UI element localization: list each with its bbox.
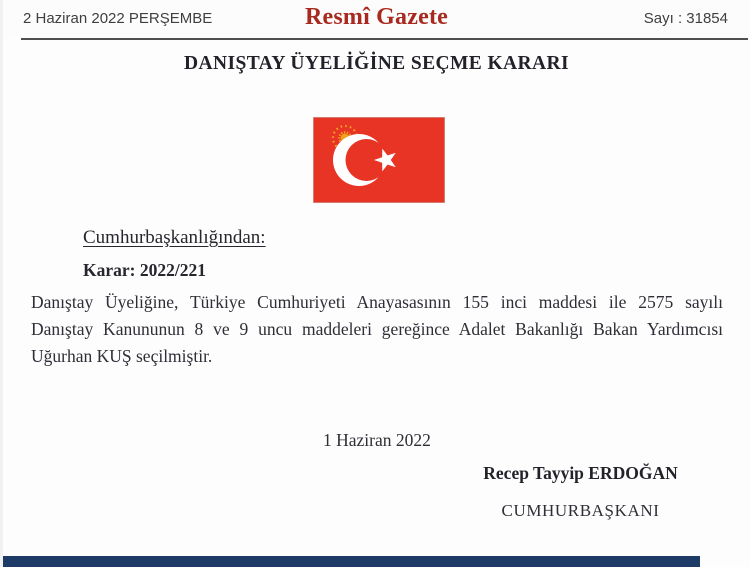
gazette-issue-number: Sayı : 31854: [643, 10, 728, 27]
signature-block: [443, 463, 718, 521]
gazette-header: [3, 0, 750, 38]
gazette-date: 2 Haziran 2022 PERŞEMBE: [23, 10, 213, 27]
footer-bar: [3, 556, 700, 567]
decree-body-line: Danıştay Üyeliğine, Türkiye Cumhuriyeti Anayasasının 155 inci maddesi ile 2575 sayılı: [31, 292, 723, 312]
signatory-name: Recep Tayyip ERDOĞAN: [483, 463, 678, 483]
issuing-authority: Cumhurbaşkanlığından:: [83, 227, 266, 248]
signatory-title: CUMHURBAŞKANI: [501, 501, 660, 520]
gazette-masthead: Resmî Gazete: [304, 4, 448, 30]
decree-body-line: Uğurhan KUŞ seçilmiştir.: [31, 346, 213, 366]
decision-number: Karar: 2022/221: [83, 260, 206, 280]
decree-title: DANIŞTAY ÜYELİĞİNE SEÇME KARARI: [184, 53, 569, 74]
decree-body: [31, 289, 723, 370]
turkish-flag-icon: [313, 117, 445, 203]
header-divider: [21, 38, 748, 40]
decree-date: 1 Haziran 2022: [323, 430, 431, 450]
decree-body-line: Danıştay Kanununun 8 ve 9 uncu maddeleri gereğince Adalet Bakanlığı Bakan Yardımcısı: [31, 319, 723, 339]
